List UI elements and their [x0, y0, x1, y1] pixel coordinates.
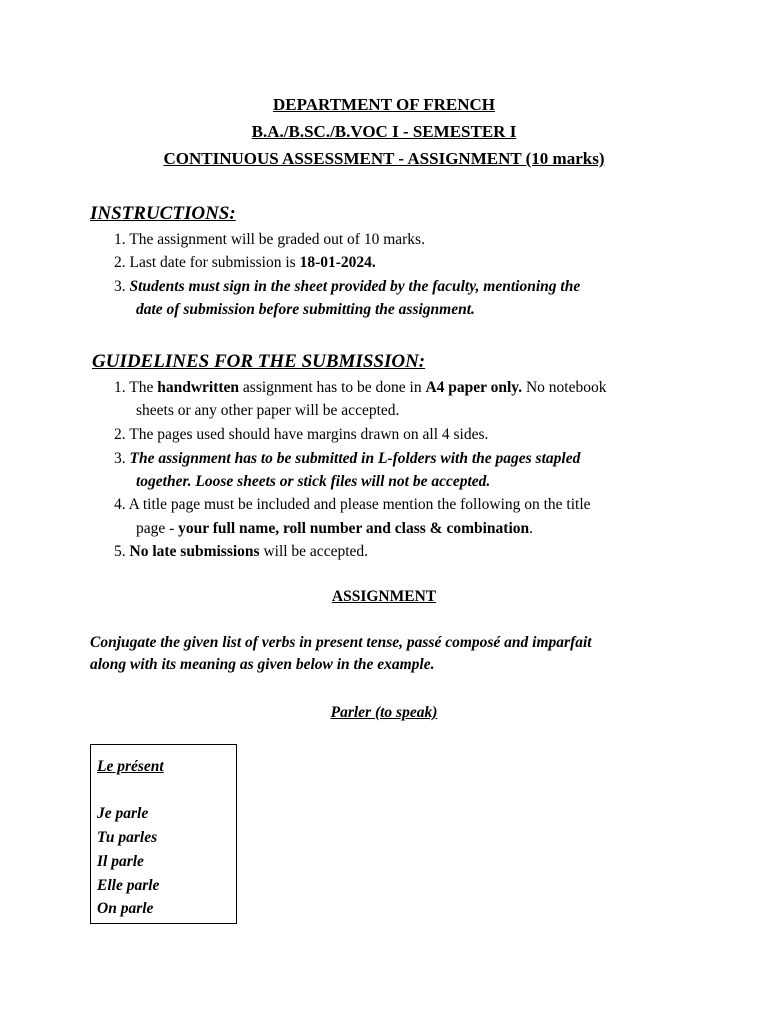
item-text-post: No notebook — [522, 379, 607, 396]
item-text-mid: assignment has to be done in — [239, 379, 426, 396]
conjugation-row: Tu parles — [97, 829, 158, 846]
item-text: will be accepted. — [259, 543, 369, 560]
conjugation-row: Il parle — [97, 853, 144, 870]
instruction-item-1 — [114, 228, 425, 252]
instruction-item-2 — [114, 251, 376, 275]
assignment-task-line2: along with its meaning as given below in the example. — [90, 656, 435, 673]
item-number: 1. — [114, 379, 126, 396]
item-bold-handwritten: handwritten — [157, 379, 240, 396]
guidelines-heading: GUIDELINES FOR THE SUBMISSION: — [92, 351, 426, 372]
instruction-item-3 — [114, 275, 580, 299]
title-page-details: your full name, roll number and class & combination — [178, 520, 530, 537]
guideline-item-3-line2: together. Loose sheets or stick files will not be accepted. — [136, 473, 491, 490]
instruction-item-3-line2: date of submission before submitting the assignment. — [136, 301, 475, 318]
conjugation-box — [90, 744, 237, 924]
conjugation-row: Je parle — [97, 805, 149, 822]
guideline-item-1 — [114, 376, 606, 400]
assignment-heading: ASSIGNMENT — [331, 588, 437, 605]
item-text: The — [129, 379, 158, 396]
item-text-line1: Students must sign in the sheet provided by the faculty, mentioning the — [129, 278, 581, 295]
item-text: The pages used should have margins drawn on all 4 sides. — [129, 426, 489, 443]
assessment-title: CONTINUOUS ASSESSMENT - ASSIGNMENT (10 marks) — [163, 149, 605, 168]
item-number: 4. — [114, 496, 126, 513]
item-text: Last date for submission is — [129, 254, 300, 271]
item-bold-a4: A4 paper only. — [425, 379, 523, 396]
item-text-line1: A title page must be included and please mention the following on the title — [128, 496, 591, 513]
item-bold-late: No late submissions — [129, 543, 260, 560]
guideline-item-1-line2: sheets or any other paper will be accepted. — [136, 402, 400, 419]
tense-heading: Le présent — [97, 758, 164, 775]
conjugation-row: Elle parle — [97, 877, 160, 894]
item-number: 3. — [114, 450, 126, 467]
item-number: 2. — [114, 426, 126, 443]
guideline-item-3 — [114, 447, 580, 471]
item-number: 3. — [114, 278, 126, 295]
department-title: DEPARTMENT OF FRENCH — [273, 95, 495, 114]
instructions-heading: INSTRUCTIONS: — [90, 203, 236, 224]
guideline-item-2 — [114, 423, 488, 447]
item-text: The assignment will be graded out of 10 marks. — [129, 231, 425, 248]
item-text: page - — [136, 520, 179, 537]
item-text-end: . — [529, 520, 533, 537]
item-text-line1: The assignment has to be submitted in L-folders with the pages stapled — [129, 450, 581, 467]
example-verb-title: Parler (to speak) — [330, 704, 438, 721]
guideline-item-4 — [114, 493, 591, 517]
item-number: 2. — [114, 254, 126, 271]
item-number: 1. — [114, 231, 126, 248]
conjugation-row: On parle — [97, 900, 154, 917]
guideline-item-4-line2 — [136, 517, 533, 541]
guideline-item-5 — [114, 540, 368, 564]
assignment-task-line1: Conjugate the given list of verbs in present tense, passé composé and imparfait — [90, 634, 592, 651]
course-title: B.A./B.SC./B.VOC I - SEMESTER I — [251, 122, 517, 141]
submission-date: 18-01-2024. — [299, 254, 376, 271]
item-number: 5. — [114, 543, 126, 560]
